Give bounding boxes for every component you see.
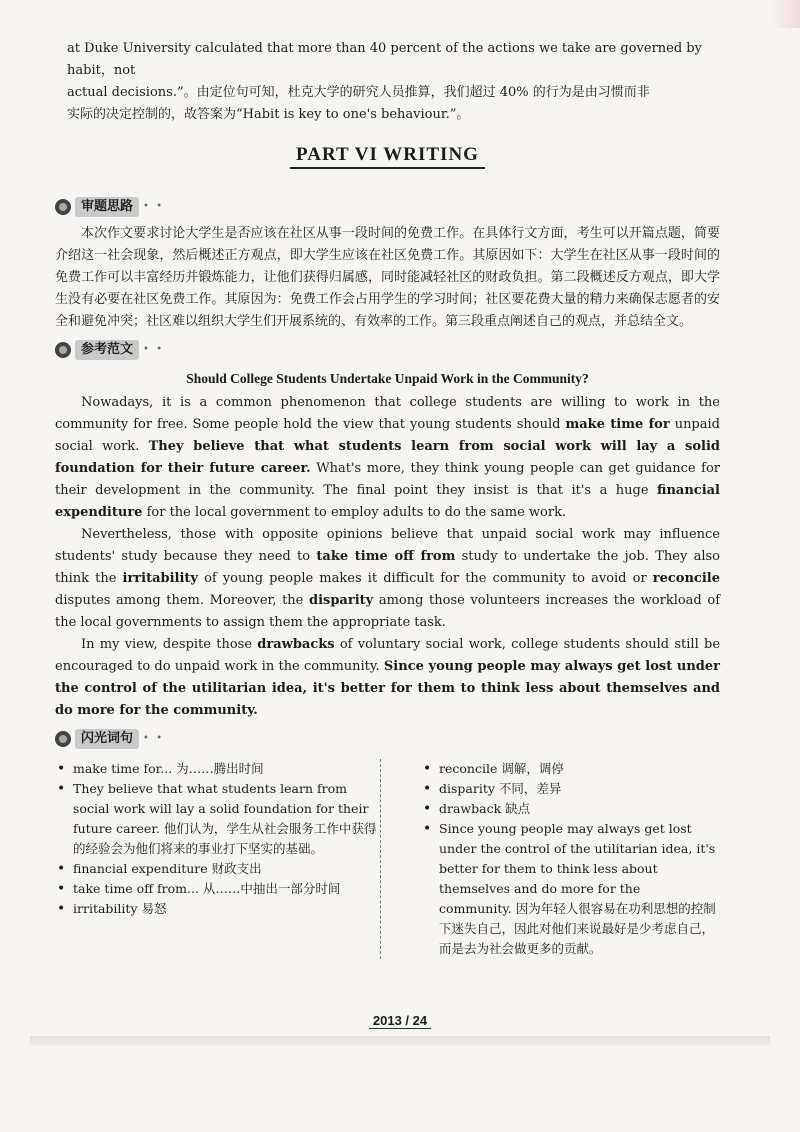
analysis-tag <box>55 196 164 218</box>
essay-paragraph-2 <box>55 524 720 634</box>
text-run: In my view, despite those <box>81 637 258 652</box>
text-run: disputes among them. Moreover, the <box>55 593 309 608</box>
sample-label: 参考范文 <box>75 340 139 360</box>
intro-line: at Duke University calculated that more than 40 percent of the actions we take are governed by habit，not <box>67 41 702 78</box>
vocab-item: • Since young people may always get lost under the control of the utilitarian idea, it's better for them to think less about themselves and do more for the community. 因为年轻人很容易在功利思想的控制下迷失自己，因此对他们来说最好是少考虑自己，而是去为社会做更多的贡献。 <box>421 819 716 959</box>
vocab-label: 闪光词句 <box>75 729 139 749</box>
essay-paragraph-1 <box>55 392 720 524</box>
text-run: for the local government to employ adults to do the same work. <box>142 505 567 520</box>
vocab-column-left <box>55 759 380 959</box>
text-run: among those volunteers increases the workload of the local governments to assign them the appropriate task. <box>55 593 721 630</box>
key-phrase: reconcile <box>652 571 720 586</box>
vocab-item: • drawback 缺点 <box>421 799 716 819</box>
essay-title: Should College Students Undertake Unpaid Work in the Community? <box>186 371 589 386</box>
key-phrase: take time off from <box>316 549 456 564</box>
dots-icon: • • <box>143 733 164 744</box>
analysis-label: 审题思路 <box>75 197 139 217</box>
dots-icon: • • <box>143 201 164 212</box>
section-title <box>55 144 720 168</box>
key-phrase: disparity <box>308 593 374 608</box>
sample-tag <box>55 339 164 361</box>
page-edge-mark <box>770 0 800 28</box>
key-phrase: irritability <box>122 571 198 586</box>
analysis-text: 本次作文要求讨论大学生是否应该在社区从事一段时间的免费工作。在具体行文方面，考生可以开篇点题，简要介绍这一社会现象，然后概述正方观点，即大学生应该在社区免费工作。其原因如下：大学生在社区从事一段时间的免费工作可以丰富经历并锻炼能力，让他们获得归属感，同时能减轻社区的财政负担。第二段概述反方观点，即大学生没有必要在社区免费工作。其原因为：免费工作会占用学生的学习时间；社区要花费大量的精力来确保志愿者的安全和避免冲突；社区难以组织大学生们开展系统的、有效率的工作。第三段重点阐述自己的观点，并总结全文。 <box>55 226 720 329</box>
essay-paragraph-3 <box>55 634 720 722</box>
text-run: study to undertake the job. They also think the <box>55 549 720 586</box>
bullet-icon <box>55 731 71 747</box>
bullet-icon <box>55 199 71 215</box>
bullet-icon <box>55 342 71 358</box>
page-number <box>0 1013 800 1028</box>
text-run: of voluntary social work, college students should still be encouraged to do unpaid work in the community. <box>55 637 721 674</box>
text-run: Nowadays, it is a common phenomenon that college students are willing to work in the community for free. Some people hold the view that young students should <box>55 395 720 432</box>
vocab-item: • make time for... 为……腾出时间 <box>55 759 380 779</box>
page-content <box>55 38 720 959</box>
key-phrase: drawbacks <box>257 637 335 652</box>
vocab-item: • take time off from... 从……中抽出一部分时间 <box>55 879 380 899</box>
key-sentence: They believe that what students learn from social work will lay a solid foundation for their future career. <box>55 439 720 476</box>
intro-line: 实际的决定控制的，故答案为“Habit is key to one's behaviour.”。 <box>67 107 470 122</box>
vocab-item: • irritability 易怒 <box>55 899 380 919</box>
text-run: of young people makes it difficult for the community to avoid or <box>197 571 653 586</box>
bottom-band <box>30 1036 770 1046</box>
vocab-item: • financial expenditure 财政支出 <box>55 859 380 879</box>
key-phrase: financial expenditure <box>55 483 720 520</box>
vocab-item: • They believe that what students learn from social work will lay a solid foundation for their future career. 他们认为，学生从社会服务工作中获得的经验会为他们将来的事业打下坚实的基础。 <box>55 779 380 859</box>
section-title-text: PART VI WRITING <box>290 144 485 169</box>
vocab-item: • disparity 不同，差异 <box>421 779 716 799</box>
vocab-list <box>55 759 720 959</box>
dots-icon: • • <box>143 344 164 355</box>
intro-line: actual decisions.”。由定位句可知，杜克大学的研究人员推算，我们超过 40% 的行为是由习惯而非 <box>67 85 650 100</box>
vocab-tag <box>55 728 164 750</box>
text-run: Nevertheless, those with opposite opinions believe that unpaid social work may influence students' study because they need to <box>55 527 720 564</box>
vocab-item: • reconcile 调解，调停 <box>421 759 716 779</box>
intro-text <box>55 38 720 126</box>
text-run: What's more, they think young people can get guidance for their development in the community. The final point they insist is that it's a huge <box>55 461 720 498</box>
text-run: unpaid social work. <box>55 417 720 454</box>
page-number-text: 2013 / 24 <box>369 1013 431 1029</box>
key-phrase: make time for <box>565 417 670 432</box>
vocab-column-right <box>380 759 716 959</box>
key-sentence: Since young people may always get lost under the control of the utilitarian idea, it's better for them to think less about themselves and do more for the community. <box>55 659 720 718</box>
